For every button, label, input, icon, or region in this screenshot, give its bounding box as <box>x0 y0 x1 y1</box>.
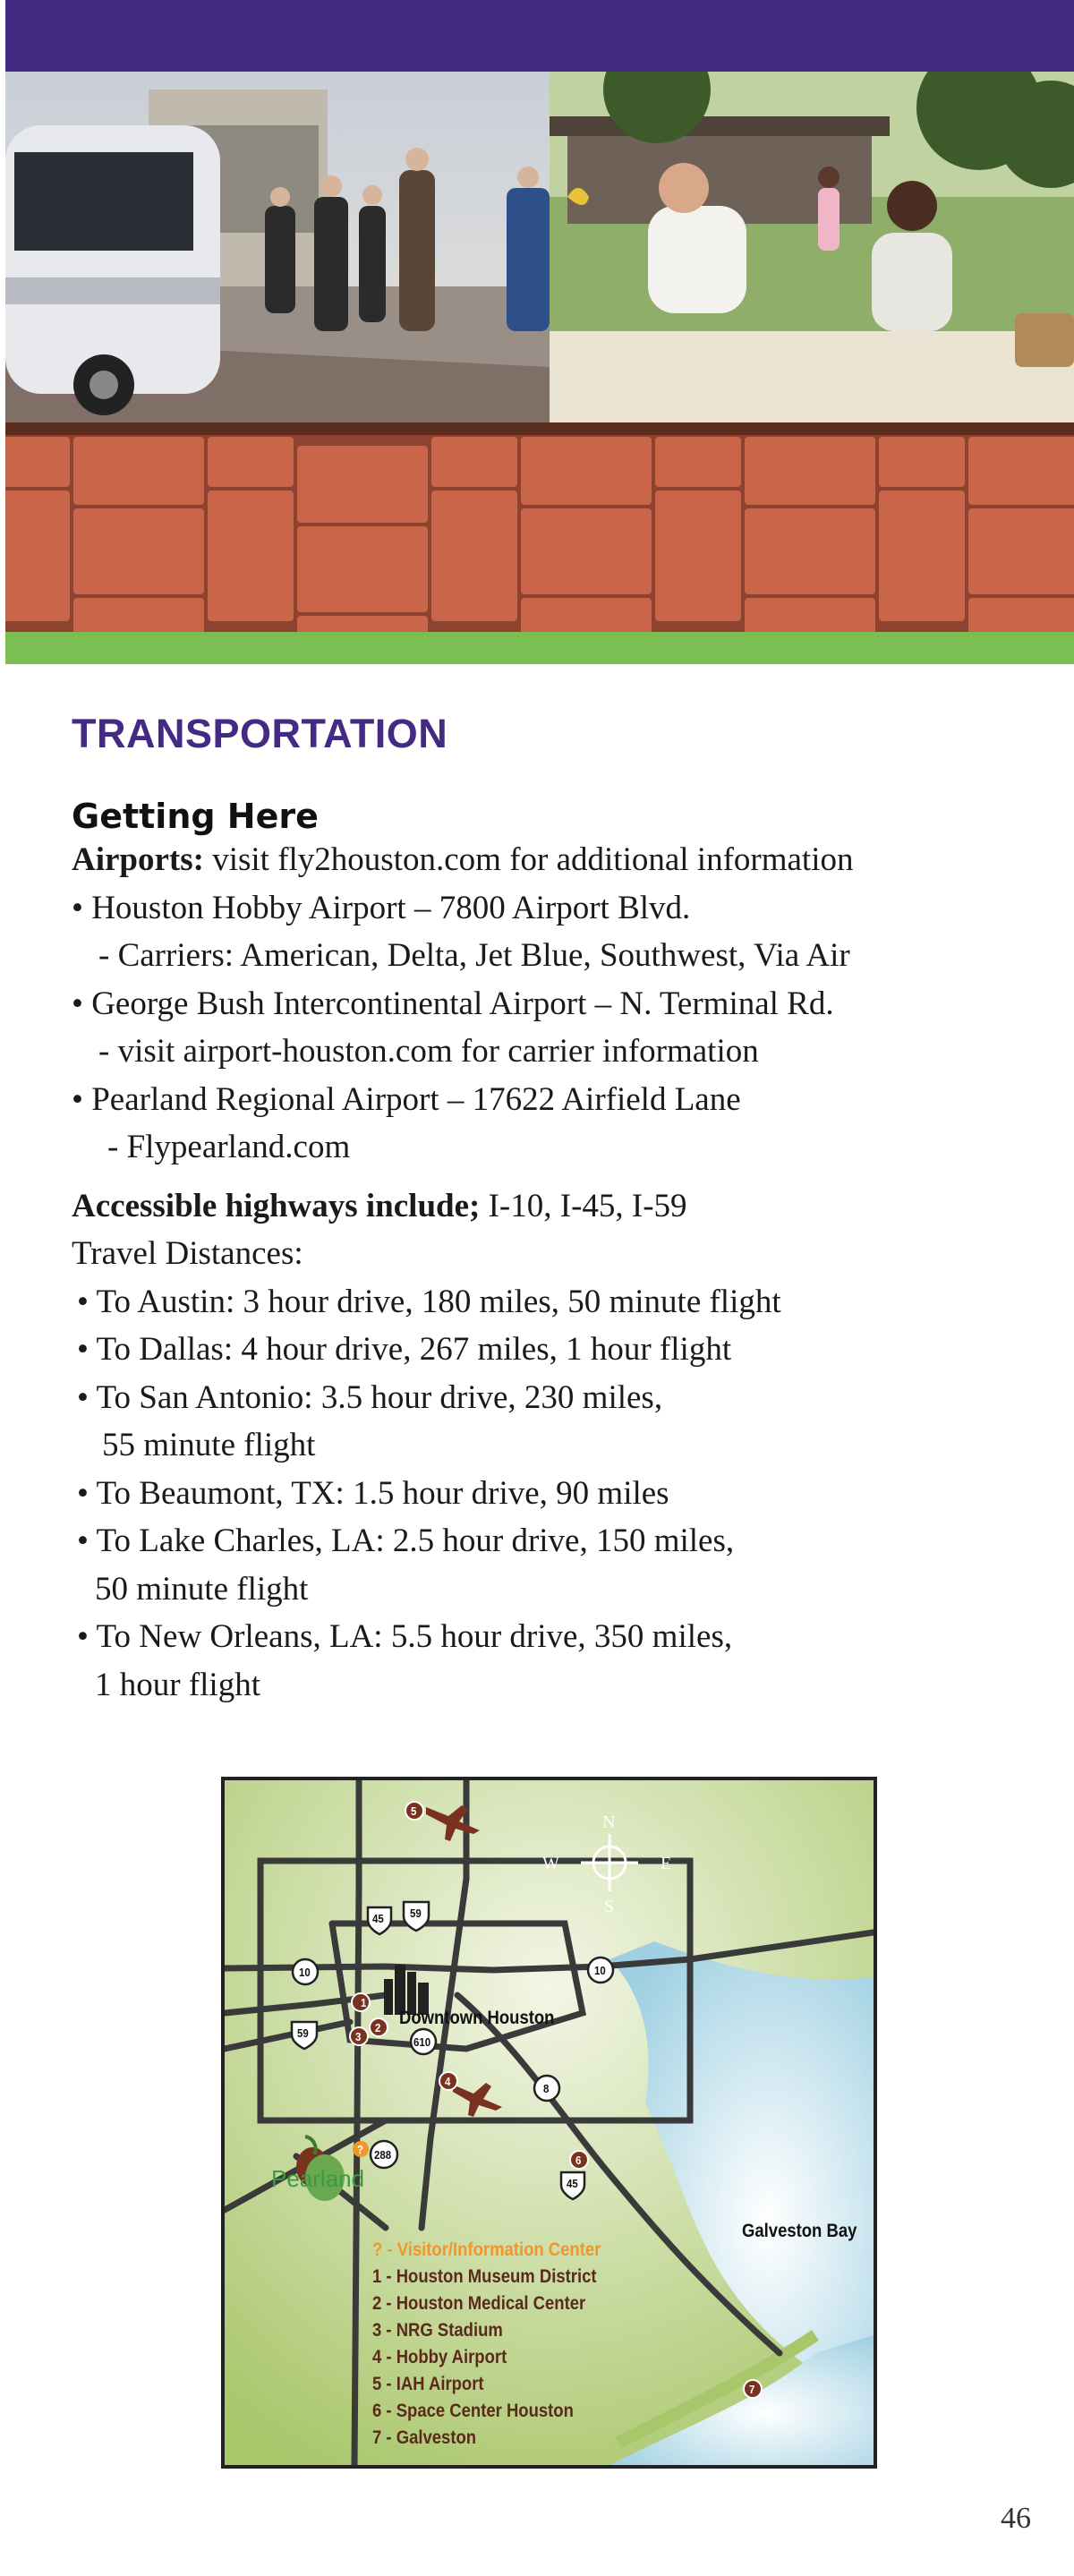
top-purple-bar <box>0 0 1074 72</box>
legend-item-visitor-center: ? - Visitor/Information Center <box>372 2239 601 2260</box>
map-marker-label: 1 <box>361 1996 367 2009</box>
compass-north: N <box>602 1813 616 1832</box>
distance-item: • To Austin: 3 hour drive, 180 miles, 50 minute flight <box>77 1283 781 1320</box>
map-marker-label: 4 <box>445 2075 451 2088</box>
highway-shield-label: 610 <box>413 2035 431 2049</box>
distance-item: • To San Antonio: 3.5 hour drive, 230 miles, <box>77 1378 663 1416</box>
airport-detail: - Carriers: American, Delta, Jet Blue, Southwest, Via Air <box>98 937 850 974</box>
pearland-label: Pearland <box>271 2165 365 2192</box>
highways-text: I-10, I-45, I-59 <box>480 1187 687 1224</box>
legend-item: 1 - Houston Museum District <box>372 2266 597 2287</box>
map-marker-label: 7 <box>749 2383 755 2396</box>
distance-item: • To New Orleans, LA: 5.5 hour drive, 350 miles, <box>77 1618 733 1655</box>
map-marker-label: 3 <box>355 2030 362 2043</box>
galveston-bay-label: Galveston Bay <box>742 2221 857 2241</box>
airport-item: • Pearland Regional Airport – 17622 Airfield Lane <box>72 1080 741 1118</box>
highway-shield-label: 10 <box>594 1964 606 1977</box>
airports-line <box>72 836 1020 884</box>
highway-shield-label: 288 <box>374 2148 392 2162</box>
map-marker-label: 2 <box>375 2021 381 2034</box>
highway-shield-label: 59 <box>297 2026 309 2040</box>
section-title: TRANSPORTATION <box>72 711 448 756</box>
distance-continuation: 1 hour flight <box>95 1666 260 1703</box>
brick-pattern-banner <box>0 435 1074 632</box>
airports-text: visit fly2houston.com for additional information <box>203 841 854 878</box>
shuttle-bus-photo <box>5 72 550 422</box>
highway-shield-label: 59 <box>410 1906 422 1920</box>
compass-south: S <box>604 1897 615 1916</box>
compass-west: W <box>542 1854 559 1873</box>
map-marker-label: 6 <box>575 2154 582 2167</box>
highways-line <box>72 1182 1020 1231</box>
distance-item: • To Lake Charles, LA: 2.5 hour drive, 150 miles, <box>77 1523 735 1559</box>
divider-line <box>0 422 1074 435</box>
map-marker-label: 5 <box>411 1804 417 1818</box>
getting-here-heading: Getting Here <box>72 797 319 836</box>
legend-item: 5 - IAH Airport <box>372 2374 484 2394</box>
downtown-houston-label: Downtown Houston <box>399 2008 555 2028</box>
highway-shield-label: 8 <box>543 2082 550 2095</box>
legend-item: 7 - Galveston <box>372 2427 477 2448</box>
airport-detail: - Flypearland.com <box>107 1129 351 1165</box>
distance-item: • To Beaumont, TX: 1.5 hour drive, 90 miles <box>77 1474 669 1512</box>
travel-distances-label: Travel Distances: <box>72 1235 303 1272</box>
distance-continuation: 55 minute flight <box>102 1427 316 1463</box>
header-photos <box>0 72 1074 422</box>
compass-east: E <box>661 1854 672 1873</box>
highway-shield-label: 45 <box>567 2177 578 2190</box>
airport-item: • George Bush Intercontinental Airport – N. Terminal Rd. <box>72 985 834 1022</box>
highway-shield-label: 10 <box>299 1966 311 1979</box>
legend-item: 2 - Houston Medical Center <box>372 2293 586 2314</box>
airport-detail: - visit airport-houston.com for carrier information <box>98 1033 759 1070</box>
green-accent-bar <box>5 632 1074 664</box>
page-number: 46 <box>1001 2502 1031 2535</box>
houston-area-map <box>221 1777 877 2469</box>
map-marker-label: ? <box>357 2143 363 2156</box>
left-page-edge <box>0 0 5 664</box>
airports-label: Airports: <box>72 841 204 878</box>
picnic-photo <box>550 72 1074 422</box>
map-legend <box>372 2237 601 2452</box>
distance-continuation: 50 minute flight <box>95 1570 309 1608</box>
legend-item: 3 - NRG Stadium <box>372 2320 503 2341</box>
main-content <box>72 698 1020 1709</box>
distance-item: • To Dallas: 4 hour drive, 267 miles, 1 hour flight <box>77 1331 732 1368</box>
highways-label: Accessible highways include; <box>72 1187 481 1224</box>
airport-item: • Houston Hobby Airport – 7800 Airport Blvd. <box>72 889 691 926</box>
legend-item: 6 - Space Center Houston <box>372 2401 574 2421</box>
spacer <box>72 1172 1020 1182</box>
highway-shield-label: 45 <box>372 1912 384 1925</box>
legend-item: 4 - Hobby Airport <box>372 2347 507 2367</box>
